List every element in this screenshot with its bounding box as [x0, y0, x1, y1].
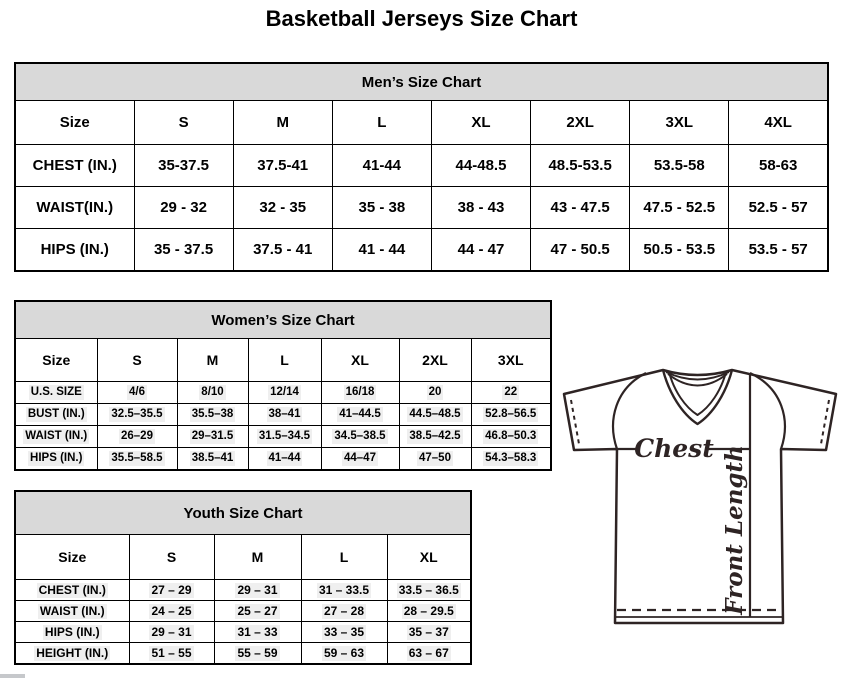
column-header: 3XL: [630, 101, 729, 145]
table-row: [15, 187, 828, 229]
mens-chart-title: Men’s Size Chart: [15, 63, 828, 101]
table-cell: 26–29: [97, 426, 177, 448]
table-cell: 46.8–50.3: [471, 426, 551, 448]
column-header: 4XL: [729, 101, 828, 145]
youth-chart-title: Youth Size Chart: [15, 491, 471, 535]
mens-size-header-row: [15, 101, 828, 145]
table-cell: 53.5-58: [630, 145, 729, 187]
table-cell: 16/18: [321, 382, 399, 404]
column-header: M: [214, 535, 301, 580]
column-header: 2XL: [399, 339, 471, 382]
womens-size-chart: [14, 300, 552, 471]
table-cell: 20: [399, 382, 471, 404]
column-header: 2XL: [531, 101, 630, 145]
table-cell: 44–47: [321, 448, 399, 471]
table-cell: 41 - 44: [332, 229, 431, 272]
table-cell: 50.5 - 53.5: [630, 229, 729, 272]
table-cell: 28 – 29.5: [387, 601, 471, 622]
table-cell: 58-63: [729, 145, 828, 187]
column-header: S: [97, 339, 177, 382]
table-cell: 48.5-53.5: [531, 145, 630, 187]
table-row: [15, 426, 551, 448]
row-label: HIPS (IN.): [15, 622, 129, 643]
table-cell: 27 – 29: [129, 580, 214, 601]
youth-chart-header-row: [15, 491, 471, 535]
table-cell: 41-44: [332, 145, 431, 187]
table-cell: 37.5-41: [233, 145, 332, 187]
table-cell: 31 – 33: [214, 622, 301, 643]
column-header: Size: [15, 339, 97, 382]
table-row: [15, 382, 551, 404]
table-cell: 25 – 27: [214, 601, 301, 622]
table-cell: 32 - 35: [233, 187, 332, 229]
table-cell: 35.5–38: [177, 404, 248, 426]
column-header: L: [332, 101, 431, 145]
table-cell: 24 – 25: [129, 601, 214, 622]
table-cell: 41–44.5: [321, 404, 399, 426]
table-cell: 37.5 - 41: [233, 229, 332, 272]
table-cell: 52.8–56.5: [471, 404, 551, 426]
row-label: HIPS (IN.): [15, 448, 97, 471]
table-cell: 38.5–42.5: [399, 426, 471, 448]
table-cell: 47.5 - 52.5: [630, 187, 729, 229]
table-cell: 35 - 37.5: [134, 229, 233, 272]
table-cell: 52.5 - 57: [729, 187, 828, 229]
table-row: [15, 601, 471, 622]
womens-chart-title: Women’s Size Chart: [15, 301, 551, 339]
mens-size-chart: [14, 62, 829, 272]
table-cell: 41–44: [248, 448, 321, 471]
table-row: [15, 229, 828, 272]
row-label: CHEST (IN.): [15, 145, 134, 187]
column-header: XL: [321, 339, 399, 382]
table-cell: 53.5 - 57: [729, 229, 828, 272]
youth-size-chart: [14, 490, 472, 665]
scrollbar-fragment: [0, 674, 25, 678]
column-header: 3XL: [471, 339, 551, 382]
page-title: Basketball Jerseys Size Chart: [265, 6, 578, 31]
column-header: M: [177, 339, 248, 382]
table-row: [15, 404, 551, 426]
table-cell: 33.5 – 36.5: [387, 580, 471, 601]
table-row: [15, 643, 471, 665]
table-cell: 44-48.5: [431, 145, 530, 187]
youth-size-table: [14, 490, 472, 665]
table-row: [15, 448, 551, 471]
table-cell: 31.5–34.5: [248, 426, 321, 448]
table-cell: 31 – 33.5: [301, 580, 387, 601]
row-label: BUST (IN.): [15, 404, 97, 426]
table-row: [15, 580, 471, 601]
table-cell: 32.5–35.5: [97, 404, 177, 426]
table-cell: 33 – 35: [301, 622, 387, 643]
column-header: XL: [431, 101, 530, 145]
column-header: S: [134, 101, 233, 145]
table-cell: 38.5–41: [177, 448, 248, 471]
table-row: [15, 622, 471, 643]
table-cell: 35-37.5: [134, 145, 233, 187]
column-header: Size: [15, 535, 129, 580]
jersey-measurement-diagram: [560, 360, 840, 628]
table-cell: 44.5–48.5: [399, 404, 471, 426]
table-cell: 43 - 47.5: [531, 187, 630, 229]
column-header: S: [129, 535, 214, 580]
table-cell: 4/6: [97, 382, 177, 404]
column-header: M: [233, 101, 332, 145]
table-row: [15, 145, 828, 187]
table-cell: 29–31.5: [177, 426, 248, 448]
column-header: Size: [15, 101, 134, 145]
row-label: WAIST (IN.): [15, 601, 129, 622]
table-cell: 22: [471, 382, 551, 404]
table-cell: 47–50: [399, 448, 471, 471]
womens-size-table: [14, 300, 552, 471]
row-label: HEIGHT (IN.): [15, 643, 129, 665]
jersey-outline: [564, 370, 836, 623]
row-label: U.S. SIZE: [15, 382, 97, 404]
front-length-label: Front Length: [721, 445, 748, 615]
table-cell: 35 - 38: [332, 187, 431, 229]
womens-chart-header-row: [15, 301, 551, 339]
table-cell: 38–41: [248, 404, 321, 426]
table-cell: 54.3–58.3: [471, 448, 551, 471]
table-cell: 27 – 28: [301, 601, 387, 622]
table-cell: 63 – 67: [387, 643, 471, 665]
mens-chart-header-row: [15, 63, 828, 101]
table-cell: 59 – 63: [301, 643, 387, 665]
table-cell: 35 – 37: [387, 622, 471, 643]
table-cell: 47 - 50.5: [531, 229, 630, 272]
table-cell: 34.5–38.5: [321, 426, 399, 448]
table-cell: 12/14: [248, 382, 321, 404]
table-cell: 29 - 32: [134, 187, 233, 229]
row-label: HIPS (IN.): [15, 229, 134, 272]
table-cell: 51 – 55: [129, 643, 214, 665]
mens-size-table: [14, 62, 829, 272]
youth-size-header-row: [15, 535, 471, 580]
table-cell: 35.5–58.5: [97, 448, 177, 471]
row-label: CHEST (IN.): [15, 580, 129, 601]
table-cell: 55 – 59: [214, 643, 301, 665]
table-cell: 29 – 31: [214, 580, 301, 601]
column-header: L: [301, 535, 387, 580]
table-cell: 44 - 47: [431, 229, 530, 272]
column-header: XL: [387, 535, 471, 580]
row-label: WAIST (IN.): [15, 426, 97, 448]
table-cell: 29 – 31: [129, 622, 214, 643]
table-cell: 8/10: [177, 382, 248, 404]
chest-label: Chest: [634, 434, 714, 463]
table-cell: 38 - 43: [431, 187, 530, 229]
column-header: L: [248, 339, 321, 382]
womens-size-header-row: [15, 339, 551, 382]
row-label: WAIST(IN.): [15, 187, 134, 229]
